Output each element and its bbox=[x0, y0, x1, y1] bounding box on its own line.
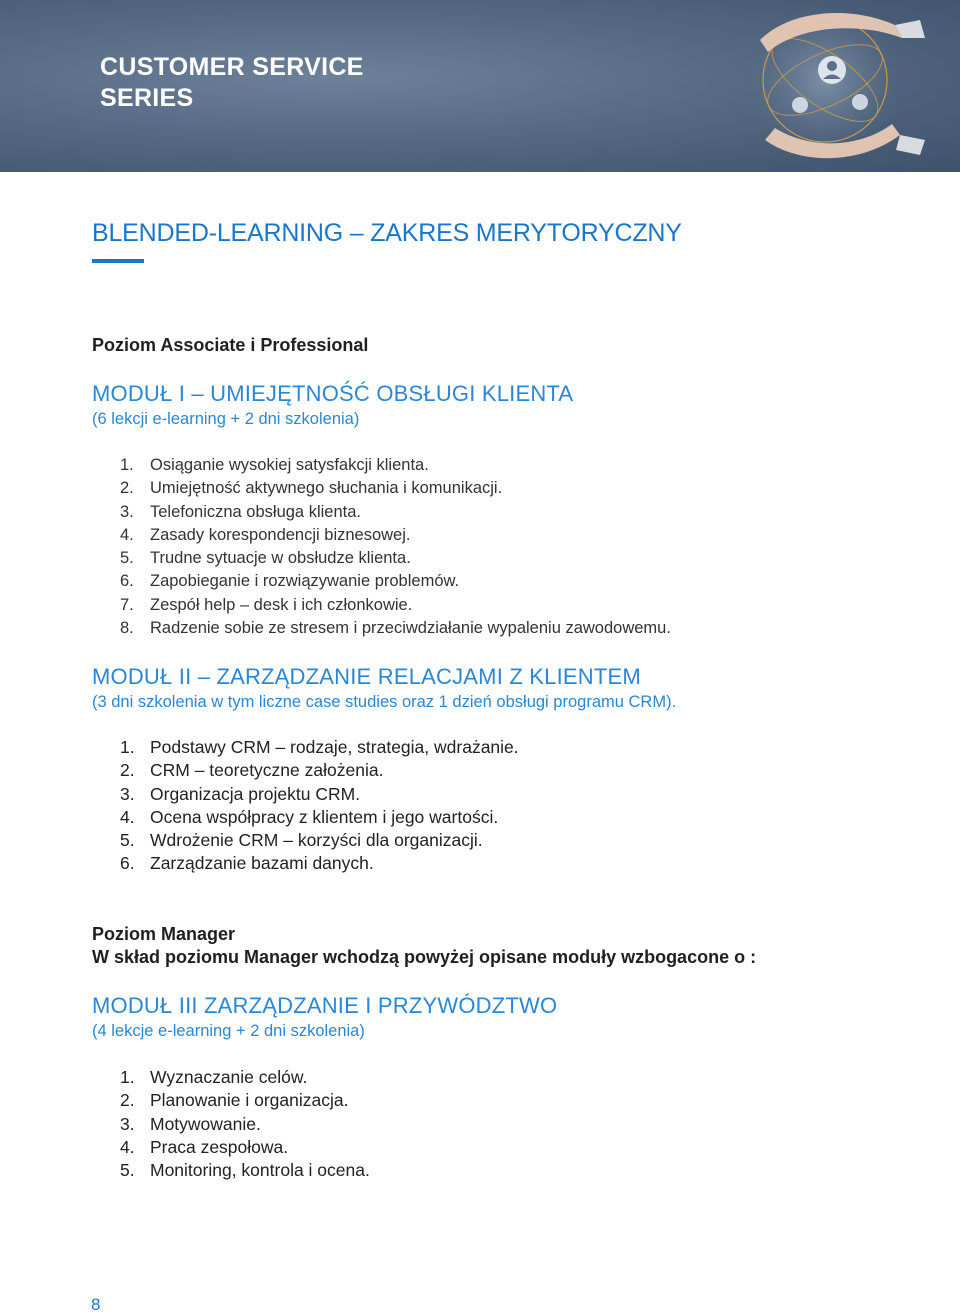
header-banner bbox=[0, 0, 960, 172]
list-item: 3. Motywowanie. bbox=[120, 1113, 261, 1134]
list-item: 3. Organizacja projektu CRM. bbox=[120, 783, 361, 804]
list-item: 1. Podstawy CRM – rodzaje, strategia, wdrażanie. bbox=[120, 737, 519, 757]
series-title-line1: CUSTOMER SERVICE bbox=[100, 53, 364, 81]
list-item: 4. Praca zespołowa. bbox=[120, 1136, 289, 1157]
list-item: 5. Wdrożenie CRM – korzyści dla organizacji. bbox=[120, 830, 483, 851]
module2-subtitle: (3 dni szkolenia w tym liczne case studies oraz 1 dzień obsługi programu CRM). bbox=[92, 693, 677, 711]
list-item: 8. Radzenie sobie ze stresem i przeciwdziałanie wypaleniu zawodowemu. bbox=[120, 619, 671, 638]
list-item: 2. Umiejętność aktywnego słuchania i komunikacji. bbox=[120, 479, 503, 498]
list-item: 5. Trudne sytuacje w obsłudze klienta. bbox=[120, 549, 411, 568]
module2-title: MODUŁ II – ZARZĄDZANIE RELACJAMI Z KLIENTEM bbox=[92, 664, 641, 689]
list-item: 1. Osiąganie wysokiej satysfakcji klienta. bbox=[120, 456, 429, 474]
series-title bbox=[100, 52, 364, 114]
manager-note: W skład poziomu Manager wchodzą powyżej opisane moduły wzbogacone o : bbox=[92, 947, 757, 967]
title-underline bbox=[92, 259, 144, 263]
list-item: 2. Planowanie i organizacja. bbox=[120, 1090, 349, 1111]
list-item: 2. CRM – teoretyczne założenia. bbox=[120, 760, 384, 781]
level-associate-heading: Poziom Associate i Professional bbox=[92, 335, 369, 355]
list-item: 4. Ocena współpracy z klientem i jego wartości. bbox=[120, 806, 499, 827]
module3-list bbox=[120, 1066, 370, 1182]
module1-title: MODUŁ I – UMIEJĘTNOŚĆ OBSŁUGI KLIENTA bbox=[92, 381, 574, 406]
series-title-line2: SERIES bbox=[100, 84, 194, 112]
list-item: 1. Wyznaczanie celów. bbox=[120, 1067, 308, 1087]
list-item: 6. Zapobieganie i rozwiązywanie problemów. bbox=[120, 572, 460, 591]
module1-subtitle: (6 lekcji e-learning + 2 dni szkolenia) bbox=[92, 410, 360, 428]
module3-subtitle: (4 lekcje e-learning + 2 dni szkolenia) bbox=[92, 1022, 365, 1040]
section-title: BLENDED-LEARNING – ZAKRES MERYTORYCZNY bbox=[92, 219, 682, 247]
module2-list bbox=[120, 736, 519, 876]
list-item: 5. Monitoring, kontrola i ocena. bbox=[120, 1160, 370, 1181]
list-item: 6. Zarządzanie bazami danych. bbox=[120, 853, 374, 874]
module1-list bbox=[120, 454, 671, 640]
level-manager-heading: Poziom Manager bbox=[92, 924, 236, 944]
list-item: 7. Zespół help – desk i ich członkowie. bbox=[120, 595, 413, 614]
module3-title: MODUŁ III ZARZĄDZANIE I PRZYWÓDZTWO bbox=[92, 993, 558, 1018]
list-item: 3. Telefoniczna obsługa klienta. bbox=[120, 502, 361, 521]
hands-globe-people-icon bbox=[720, 0, 960, 172]
list-item: 4. Zasady korespondencji biznesowej. bbox=[120, 525, 411, 544]
page-number: 8 bbox=[91, 1295, 101, 1314]
